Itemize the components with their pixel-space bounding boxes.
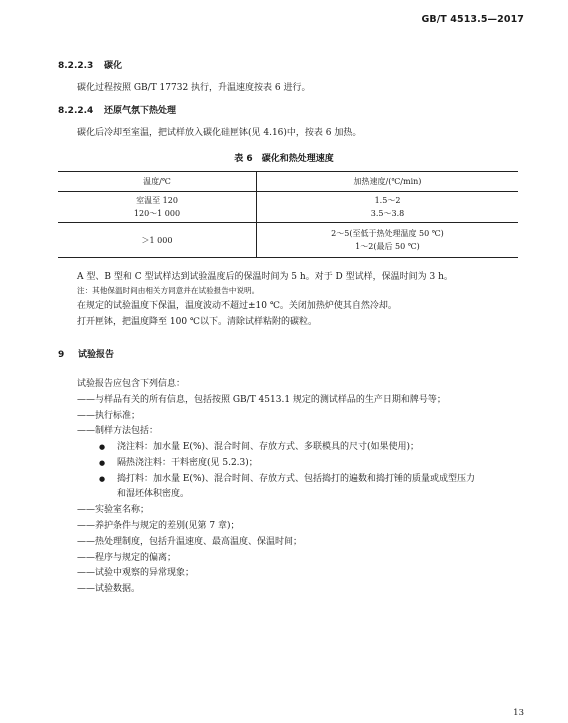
table-6 [58, 171, 518, 258]
section-8223-body: 碳化过程按照 GB/T 17732 执行，升温速度按表 6 进行。 [77, 83, 311, 93]
bullet-continuation: 和湿坯体积密度。 [117, 489, 190, 499]
list-item: ——试验数据。 [77, 584, 141, 594]
section-9-heading [58, 349, 114, 361]
list-item: ——程序与规定的偏离； [77, 553, 177, 563]
list-item: ——养护条件与规定的差别(见第 7 章)； [77, 521, 240, 531]
section-8224-heading [58, 105, 176, 117]
section-number: 9 [58, 350, 65, 360]
section-title: 还原气氛下热处理 [104, 106, 177, 116]
report-intro: 试验报告应包含下列信息： [77, 379, 186, 389]
open-sagger-paragraph: 打开匣钵，把温度降至 100 ℃以下。清除试样粘附的碳粒。 [77, 317, 317, 327]
standard-number: GB/T 4513.5—2017 [421, 14, 524, 25]
bullet-item [99, 473, 475, 485]
section-title: 碳化 [104, 61, 123, 71]
page-number: 13 [513, 708, 524, 718]
table-header-row [58, 172, 518, 192]
bullet-icon: ● [99, 443, 106, 451]
bullet-icon: ● [99, 475, 106, 483]
cell-heating-rate [257, 223, 519, 258]
list-item: ——热处理制度，包括升温速度、最高温度、保温时间； [77, 537, 303, 547]
bullet-icon: ● [99, 459, 106, 467]
cell-line: 120～1 000 [133, 209, 181, 218]
cell-line: 2～5(至低于热处理温度 50 ℃) [331, 229, 444, 238]
bullet-item [99, 441, 419, 453]
cell-line: 3.5～3.8 [370, 209, 405, 218]
cell-line: 1～2(最后 50 ℃) [355, 242, 420, 251]
list-item: ——试验中观察的异常现象； [77, 568, 195, 578]
table-row [58, 223, 518, 258]
bullet-item [99, 457, 258, 469]
table-row [58, 192, 518, 223]
cell-line: 1.5～2 [374, 196, 401, 205]
table-6-title: 表 6 碳化和热处理速度 [234, 154, 334, 164]
cell-temperature [58, 192, 257, 223]
cell-line: 室温至 120 [136, 196, 178, 205]
section-number: 8.2.2.3 [58, 61, 94, 71]
section-title: 试验报告 [78, 350, 115, 360]
bullet-text: 捣打料：加水量 E(%)、混合时间、存放方式、包括捣打的遍数和捣打锤的质量或成型压力 [117, 474, 476, 484]
holding-time-paragraph: A 型、B 型和 C 型试样达到试验温度后的保温时间为 5 h。对于 D 型试样，保温时间为 3 h。 [77, 272, 453, 282]
section-number: 8.2.2.4 [58, 106, 94, 116]
list-item: ——与样品有关的所有信息，包括按照 GB/T 4513.1 规定的测试样品的生产日期和牌号等； [77, 395, 446, 405]
section-8224-body: 碳化后冷却至室温，把试样放入碳化硅匣钵(见 4.16)中，按表 6 加热。 [77, 128, 362, 138]
cell-temperature [58, 223, 257, 258]
bullet-text: 浇注料：加水量 E(%)、混合时间、存放方式、多联模具的尺寸(如果使用)； [117, 442, 420, 452]
section-8223-heading [58, 60, 122, 72]
list-item: ——实验室名称； [77, 505, 150, 515]
header-temperature: 温度/℃ [58, 172, 257, 192]
bullet-text: 隔热浇注料：干料密度(见 5.2.3)； [117, 458, 258, 468]
table-note: 注：其他保温时间由相关方同意并在试验报告中说明。 [77, 286, 260, 295]
list-item: ——执行标准； [77, 411, 141, 421]
cell-heating-rate [257, 192, 519, 223]
cell-line: ＞1 000 [141, 235, 173, 245]
header-heating-rate: 加热速度/(℃/min) [257, 172, 519, 192]
list-item: ——制样方法包括： [77, 426, 159, 436]
temperature-fluctuation-paragraph: 在规定的试验温度下保温，温度波动不超过±10 ℃。关闭加热炉使其自然冷却。 [77, 301, 397, 311]
